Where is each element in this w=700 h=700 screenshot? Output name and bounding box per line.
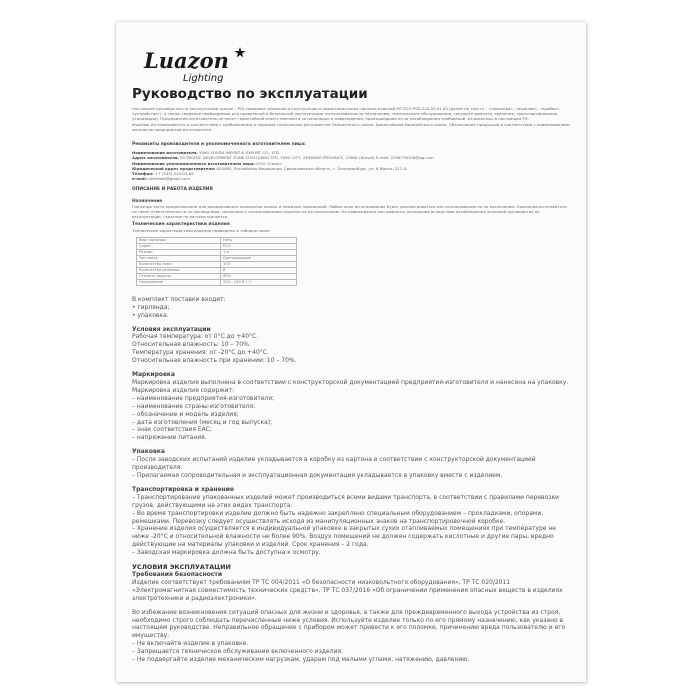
packaging-heading: Упаковка <box>132 448 165 456</box>
transport-line: – Транспортирование упакованных изделий может производиться всеми видами транспорта, в соответствии с правилами перевозки грузов, действующими на этих видах транспорта. <box>132 493 559 509</box>
spec-table <box>136 237 297 286</box>
transport-line: – Хранение изделия осуществляется в индивидуальной упаковке в закрытых сухих отапливаемых помещениях при температуре не ниже -20°С и относительной влажности не более 90%. Воздух помещений не должен содержать кислотные и другие пары, вредно действующие на материалы упаковки и изделий. Срок хранения – 2 года. <box>132 525 556 549</box>
table-row: Напряжение 220 – 240 В (~) <box>137 279 297 285</box>
table-row: Размер 1 м <box>137 249 297 255</box>
table-row: Степень защиты IP20 <box>137 273 297 279</box>
description-heading: ОПИСАНИЕ И РАБОТА ИЗДЕЛИЯ <box>132 187 213 193</box>
condition-line: Относительная влажность: 10 – 70%. <box>132 341 251 349</box>
requisite-line: Телефон: +7 (343) 319-03-85 <box>132 171 194 177</box>
packaging-line: – Прилагаемая сопроводительная и эксплуатационная документация укладывается в упаковку вместе с изделием. <box>132 471 503 479</box>
marking-line: – наименование предприятия-изготовителя; <box>132 394 274 402</box>
warning-text: Во избежание возникновения ситуаций опасных для жизни и здоровья, а также для преждевременного выхода устройства из строя, необходимо строго соблюдать перечисленные ниже условия. Используйте изделие только по его прямому назначению, как указано в настоящем руководстве. Неправильное обращение с прибором может привести к его поломке, причинению вреда пользователю и его имуществу. <box>132 608 566 640</box>
safety-heading: Требования безопасности <box>132 571 223 579</box>
logo-star-icon <box>235 47 246 58</box>
warning-line: – Не подвергайте изделие механическим нагрузкам, ударам под малыми углами, натяжению, давлению. <box>132 656 470 664</box>
warning-line: – Не включайте изделие в упаковке. <box>132 640 249 648</box>
marking-line: Маркировка изделия содержит: <box>132 386 235 394</box>
warning-line: – Запрещается техническое обслуживание включенного изделия. <box>132 648 343 656</box>
marking-line: – знак соответствия EAC; <box>132 426 212 434</box>
transport-line: – Заводская маркировка должна быть доступна к осмотру. <box>132 549 321 557</box>
transport-heading: Транспортировка и хранение <box>132 485 234 493</box>
table-row: Серия ECO <box>137 243 297 249</box>
condition-line: Рабочая температура: от 0°С до +40°С. <box>132 333 259 341</box>
marking-heading: Маркировка <box>132 371 175 379</box>
kit-heading: В комплект поставки входит: <box>132 295 226 303</box>
transport-line: – Во время транспортировки изделие должно быть надежно закреплено специальным оборудованием – прокладками, опорами, ремешками. Перевозку следует осуществлять исходя из манипуляционных знаков на транспортировочной коробке. <box>132 509 544 525</box>
kit-item: • упаковка. <box>132 311 169 319</box>
packaging-line: – После заводских испытаний изделие укладывается в коробку из картона в соответствии с конструкторской документацией производителя. <box>132 456 536 472</box>
usage-conditions-heading: УСЛОВИЯ ЭКСПЛУАТАЦИИ <box>132 563 231 572</box>
marking-line: – наименование страны-изготовителя; <box>132 402 256 410</box>
table-row: Вид гирлянды Нить <box>137 237 297 243</box>
manual-page <box>116 22 586 682</box>
conditions-heading: Условия эксплуатации <box>132 325 211 333</box>
marking-line: Маркировка изделия выполнена в соответствии с конструкторской документацией предприятия-изготовителя и нанесена на упаковку. <box>132 379 569 387</box>
table-row: Количество ламп 100 <box>137 261 297 267</box>
requisite-line: Наименование изготовителя: YIWU YOUDA IMPORT & EXPORT CO., LTD. <box>132 150 280 156</box>
luazon-logo <box>136 42 256 86</box>
kit-item: • гирлянда; <box>132 303 170 311</box>
purpose-text: Гирлянда часть предназначена для декоративного освещения жилых и нежилых помещений. Любое иное использование будет рассматриваться как использование не по назначению. Компания-изготовитель не несет ответственности за последствия, связанные с использованием изделия не по назначению. На повреждения или дефекты, возникшие вследствие несоблюдения указаний руководства по эксплуатации, гарантия не распространяется. <box>132 203 567 220</box>
requisite-line: e-mail: philtrade@gmail.com <box>132 176 191 182</box>
marking-line: – обозначение и модель изделия; <box>132 410 239 418</box>
table-row: Количество режимов 8 <box>137 267 297 273</box>
logo-subtitle: Lighting <box>183 73 224 84</box>
requisite-line: Наименование уполномоченного изготовителем лица: ООО «Сима» <box>132 160 283 166</box>
document-body <box>132 106 570 664</box>
purpose-heading: Назначение <box>132 198 163 204</box>
logo-wordmark: Luazon <box>144 48 229 73</box>
marking-line: – дата изготовления (месяц и год выпуска); <box>132 418 273 426</box>
requisites-heading: Реквизиты производителя и уполномоченного изготовителем лица: <box>132 142 306 148</box>
marking-line: – напряжение питания. <box>132 434 207 442</box>
safety-text: Изделие соответствует требованиям ТР ТС 004/2011 «О безопасности низковольтного оборудования», ТР ТС 020/2011 «Электромагнитная совместимость технических средств», ТР ТС 037/2016 «Об ограничении применения опасных веществ в изделиях электротехники и радиоэлектроники». <box>132 578 563 602</box>
tech-heading: Технические характеристики изделия <box>132 222 230 228</box>
tech-note: Технические характеристики изделия приведены в таблице ниже. <box>132 227 271 233</box>
condition-line: Относительная влажность при хранении: 10 – 70%. <box>132 357 297 365</box>
page-title: Руководство по эксплуатации <box>132 86 368 102</box>
requisite-line: Адрес изготовителя: ECONOMIC DEVELOPMENT ZONE CHOU JIANG STR, YIWU CITY, ZHEJIANG PROVINCE, CHINA (Китай) E-mail: 2356776150@qq.com <box>132 155 434 161</box>
intro-paragraph-2: Изделие изготавливается в соответствии с требованиями и нормами технических регламентов Таможенного союза. Директивами Европейского союза. Обозначение продукции в соответствии с наименованием каталогов предприятия-изготовителя. <box>132 121 570 132</box>
intro-paragraph: Настоящее руководство по эксплуатации (далее – РЭ) содержит сведения о конструкции и характеристиках гирлянд изделий МТ ECO PSD.220.03.01.03 (далее по тексту – «гирлянда», «изделие», «прибор», «устройство»), а также сведения необходимые для правильной и безопасной эксплуатации (использования по назначению, технического обслуживания, текущего ремонта, хранения, транспортирования, утилизации). Предприятие-изготовитель не несет гарантийной ответственности за неполадки и повреждения, произошедшие из-за несоблюдения требований, изложенных в настоящем РЭ. <box>132 106 561 122</box>
requisite-line: Юридический адрес представителя: 620085, Российская Федерация, Свердловская область, г. Екатеринбург, ул. 8 Марта, 212-4. <box>132 165 408 171</box>
condition-line: Температура хранения: от -20°С до +40°С. <box>132 349 269 357</box>
table-row: Тип света Светодиодные <box>137 255 297 261</box>
